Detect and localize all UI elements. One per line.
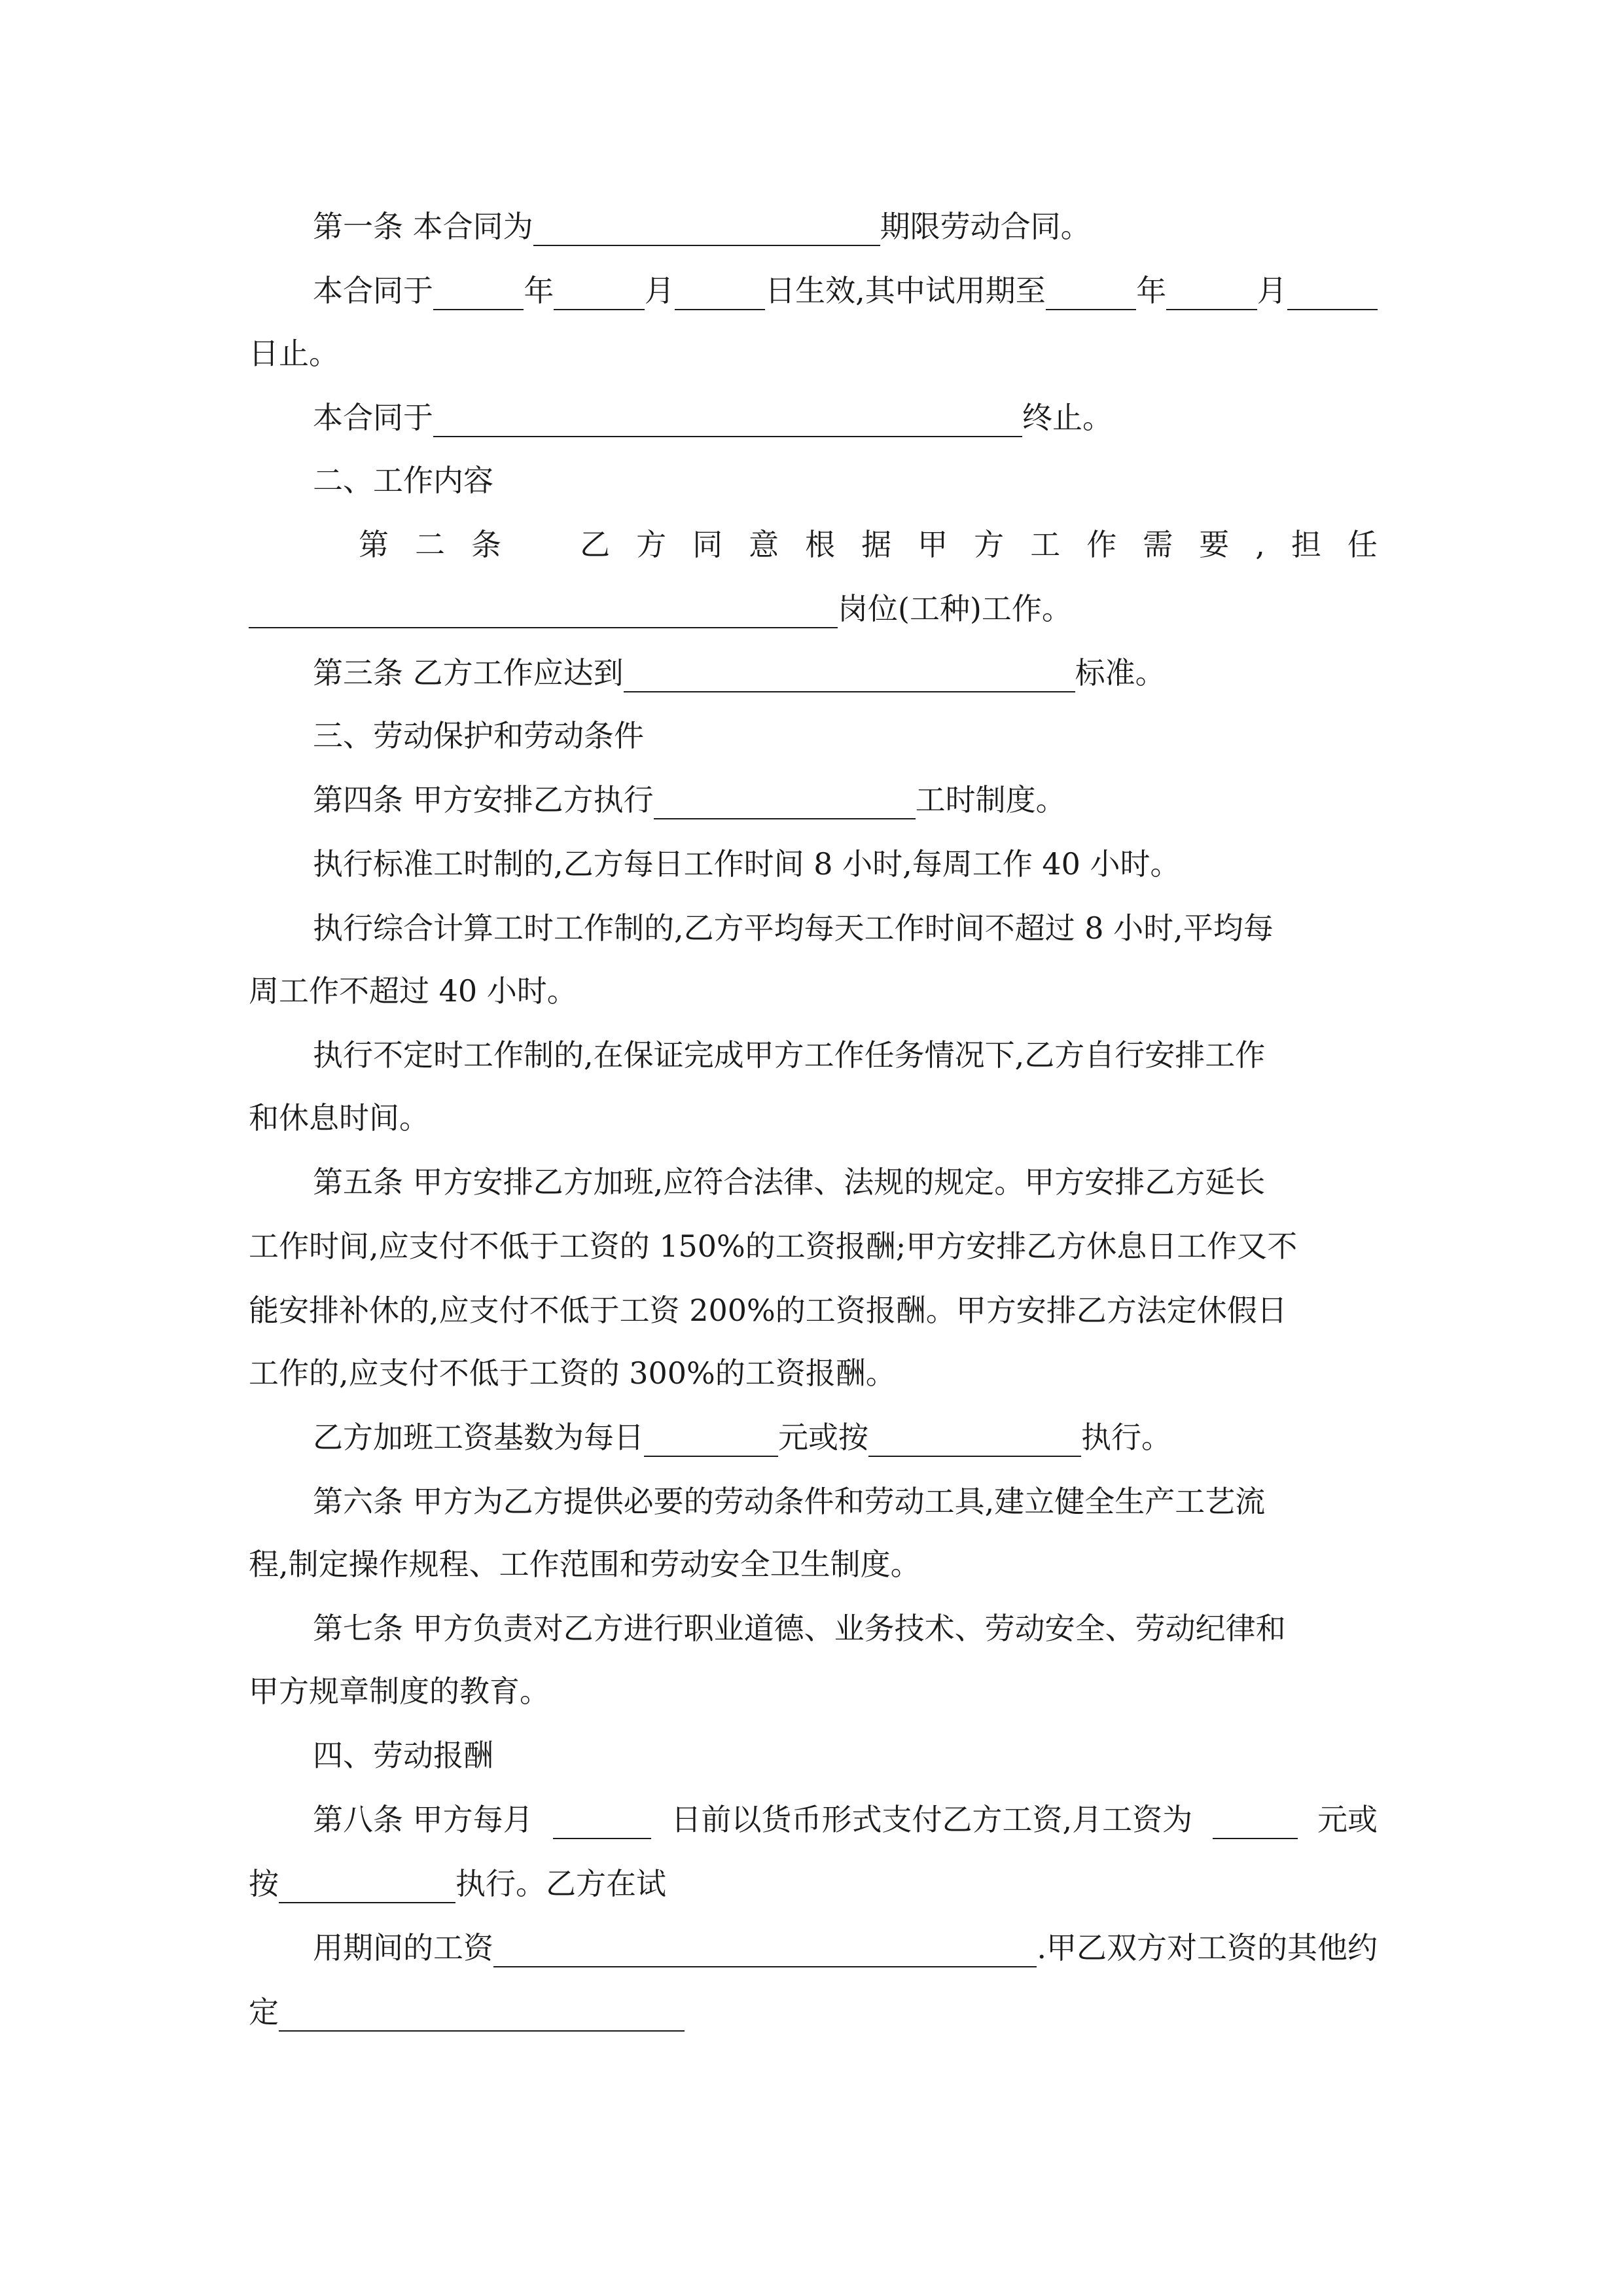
overtime-or: 元或按 [778,1420,868,1455]
article-1-tail: 期限劳动合同。 [880,209,1091,244]
article-5-line-4: 工作的,应支付不低于工资的 300%的工资报酬。 [249,1355,896,1391]
article-2-char: 条 [471,527,502,562]
probation-label: 日生效,其中试用期至 [765,273,1046,308]
year-label-2: 年 [1136,273,1167,308]
article-8-line-2 [249,1864,1378,1903]
termination-date-blank [433,403,1022,437]
effective-day-blank [675,276,765,310]
article-8-by: 按 [249,1866,279,1901]
overtime-label: 乙方加班工资基数为每日 [313,1420,644,1455]
article-1 [313,207,1378,246]
termination-tail: 终止。 [1022,400,1113,435]
comprehensive-hours-2: 周工作不超过 40 小时。 [249,973,577,1009]
article-2-char: 据 [861,527,892,562]
other-agreement-label: 定 [249,1994,279,2030]
overtime-base [313,1418,1378,1457]
section-2-heading: 二、工作内容 [313,463,493,498]
other-agreement-text: .甲乙双方对工资的其他约 [1037,1930,1378,1965]
article-5-line-3: 能安排补休的,应支付不低于工资 200%的工资报酬。甲方安排乙方法定休假日 [249,1293,1287,1328]
article-1-text: 第一条 本合同为 [313,209,533,244]
probation-month-blank [1166,276,1257,310]
position-blank [249,594,838,628]
article-3-text: 第三条 乙方工作应达到 [313,655,624,691]
other-agreement-blank [279,1998,685,2032]
effective-date-line [313,271,1378,310]
article-4 [313,780,1378,819]
article-2-char: 二 [415,527,446,562]
wage-basis-blank [279,1869,455,1903]
article-2-char: 方 [636,527,667,562]
article-2-char: 根 [805,527,836,562]
termination-label: 本合同于 [313,400,433,435]
article-8-tail: 执行。乙方在试 [455,1866,666,1901]
probation-day-blank [1287,276,1378,310]
other-agreement-line [249,1992,1378,2032]
article-2-char: , [1255,527,1265,562]
effective-year-blank [433,276,524,310]
overtime-tail: 执行。 [1081,1420,1171,1455]
article-5-line-1: 第五条 甲方安排乙方加班,应符合法律、法规的规定。甲方安排乙方延长 [313,1164,1266,1200]
article-6-line-2: 程,制定操作规程、工作范围和劳动安全卫生制度。 [249,1547,921,1582]
comprehensive-hours-1: 执行综合计算工时工作制的,乙方平均每天工作时间不超过 8 小时,平均每 [313,910,1274,946]
flexible-hours-1: 执行不定时工作制的,在保证完成甲方工作任务情况下,乙方自行安排工作 [313,1037,1266,1073]
standard-hours: 执行标准工时制的,乙方每日工作时间 8 小时,每周工作 40 小时。 [313,846,1181,882]
article-2-char: 意 [749,527,779,562]
article-4-text: 第四条 甲方安排乙方执行 [313,782,654,817]
contract-term-blank [533,212,880,246]
article-2-char: 需 [1143,527,1173,562]
probation-wage-label: 用期间的工资 [313,1930,493,1965]
month-label-2: 月 [1257,273,1287,308]
probation-wage-line [313,1928,1378,1967]
article-2-char: 乙 [580,527,611,562]
month-label: 月 [644,273,675,308]
article-8-or: 元或 [1317,1802,1378,1837]
article-2-char: 任 [1347,527,1378,562]
probation-wage-blank [493,1933,1037,1967]
article-2-char: 要 [1199,527,1230,562]
article-8-line-1 [313,1800,1378,1839]
standard-blank [624,658,1075,692]
article-2-char: 甲 [918,527,948,562]
effective-month-blank [554,276,644,310]
article-6-line-1: 第六条 甲方为乙方提供必要的劳动条件和劳动工具,建立健全生产工艺流 [313,1484,1266,1519]
article-2-char: 第 [359,527,389,562]
article-5-line-2: 工作时间,应支付不低于工资的 150%的工资报酬;甲方安排乙方休息日工作又不 [249,1229,1298,1264]
article-3 [313,653,1378,692]
article-2-char: 工 [1030,527,1061,562]
probation-year-blank [1046,276,1136,310]
article-8-text: 第八条 甲方每月 [313,1802,533,1837]
article-7-line-2: 甲方规章制度的教育。 [249,1674,550,1709]
article-2-char: 同 [692,527,723,562]
article-2-cont [249,589,1378,628]
article-2 [359,525,1378,564]
position-tail: 岗位(工种)工作。 [838,591,1072,626]
overtime-amount-blank [644,1423,778,1457]
article-8-mid: 日前以货币形式支付乙方工资,月工资为 [671,1802,1193,1837]
termination-line [313,398,1378,437]
section-3-heading: 三、劳动保护和劳动条件 [313,718,644,753]
article-7-line-1: 第七条 甲方负责对乙方进行职业道德、业务技术、劳动安全、劳动纪律和 [313,1611,1286,1646]
article-2-char: 担 [1291,527,1321,562]
overtime-basis-blank [868,1423,1081,1457]
pay-day-blank [553,1805,651,1839]
flexible-hours-2: 和休息时间。 [249,1100,429,1136]
article-4-tail: 工时制度。 [915,782,1066,817]
monthly-wage-blank [1213,1805,1298,1839]
article-2-char: 方 [974,527,1005,562]
article-3-tail: 标准。 [1075,655,1166,691]
year-label: 年 [524,273,554,308]
article-2-char: 作 [1086,527,1117,562]
effective-date-line-end: 日止。 [249,336,339,371]
section-4-heading: 四、劳动报酬 [313,1738,493,1773]
effective-label: 本合同于 [313,273,433,308]
work-hours-blank [654,785,916,819]
